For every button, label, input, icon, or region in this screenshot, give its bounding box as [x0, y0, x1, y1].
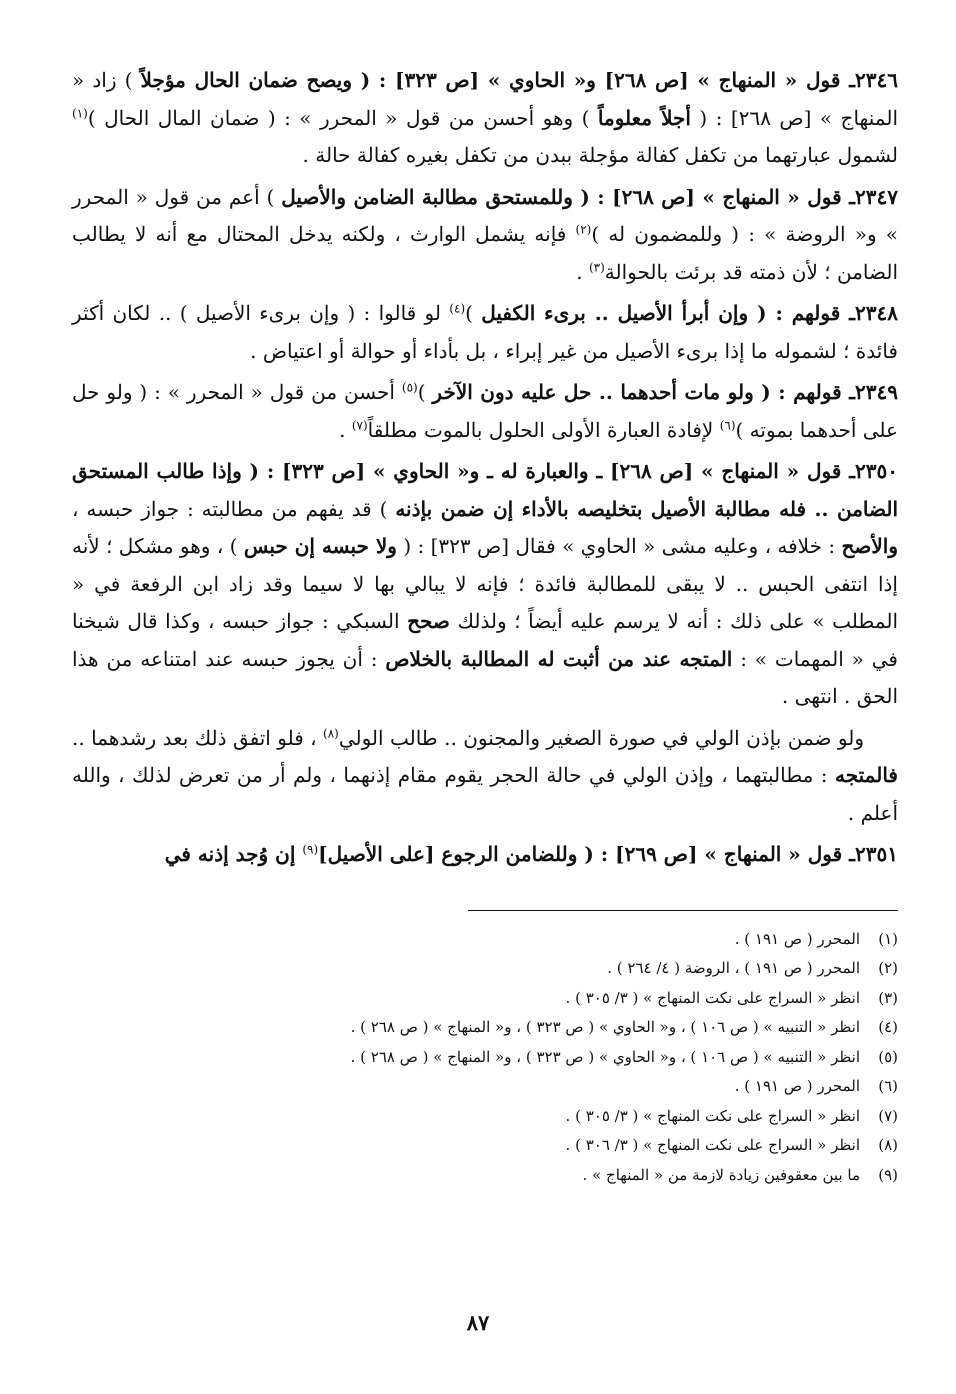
footnote-text: انظر « السراج على نكت المنهاج » ( ٣/ ٣٠٦ ) . — [565, 1136, 860, 1154]
footnote-text: انظر « السراج على نكت المنهاج » ( ٣/ ٣٠٥ ) . — [565, 988, 860, 1007]
footnote-text: ما بين معقوفين زيادة لازمة من « المنهاج » . — [582, 1165, 860, 1184]
paragraph-2351 — [72, 836, 898, 874]
page-number: ٨٧ — [466, 1310, 490, 1335]
footnote-item — [72, 984, 898, 1014]
footnote-text: المحرر ( ص ١٩١ ) ، الروضة ( ٤/ ٢٦٤ ) . — [607, 959, 860, 977]
paragraph-2348 — [72, 295, 898, 370]
quoted-text: وإذا طالب المستحق الضامن .. فله مطالبة الأصيل بتخليصه بالأداء إن ضمن بإذنه — [72, 459, 898, 521]
footnote-number: (٣) — [878, 988, 898, 1007]
footnote-number: (١) — [878, 929, 898, 948]
main-text — [72, 62, 898, 874]
footnote-number: (٥) — [878, 1047, 898, 1066]
footnote-ref: (٣) — [588, 259, 605, 274]
quoted-text: إن وُجد إذنه في — [164, 842, 303, 866]
footnote-ref: (١) — [72, 105, 88, 120]
footnote-number: (٧) — [878, 1106, 898, 1125]
commentary-text: لإفادة العبارة الأولى الحلول بالموت مطلقاً — [367, 417, 720, 442]
paragraph-2346 — [72, 62, 898, 175]
commentary-text: : مطالبتهما ، وإذن الولي في حالة الحجر يقوم مقام إذنهما ، ولم أر من تعرض لذلك ، والله أعلم . — [72, 763, 898, 825]
commentary-text: فإنه يشمل الوارث ، ولكنه يدخل المحتال مع أنه لا يطالب الضامن ؛ لأن ذمته قد برئت بالحوالة — [72, 222, 898, 284]
footnote-item — [72, 1072, 898, 1102]
commentary-text: ، فلو اتفق ذلك بعد رشدهما .. — [72, 725, 323, 750]
footnote-number: (٨) — [878, 1136, 898, 1154]
footnote-ref: (٩) — [302, 842, 319, 857]
paragraph-2349 — [72, 374, 898, 449]
footnote-item — [72, 1161, 898, 1191]
footnote-separator — [468, 910, 898, 911]
issue-heading: ٢٣٤٧ـ قول « المنهاج » [ص ٢٦٨] : ( — [572, 184, 898, 209]
quoted-text: ولو مات أحدهما .. حل عليه دون الآخر — [432, 380, 754, 404]
quoted-text: وإن أبرأ الأصيل .. برىء الكفيل — [481, 301, 749, 325]
footnote-number: (٤) — [878, 1018, 898, 1036]
footnote-item — [72, 925, 898, 955]
commentary-text: ) زاد « المنهاج » [ص ٢٦٨] : ( — [72, 68, 899, 130]
commentary-text: . — [576, 259, 589, 284]
quoted-text: ولا حبسه إن حبس — [243, 534, 397, 558]
commentary-text: ) — [465, 301, 482, 325]
commentary-text: : أن يجوز حبسه عند امتناعه من هذا الحق . انتهى . — [72, 646, 898, 708]
footnote-item — [72, 1131, 898, 1161]
footnote-item — [72, 1013, 898, 1043]
quoted-text: صحح — [407, 609, 450, 633]
commentary-text: ) أعم من قول « المحرر » و« الروضة » : ( وللمضمون له ) — [72, 184, 899, 246]
quoted-text: ويصح ضمان الحال مؤجلاً — [140, 68, 353, 92]
commentary-text: لو قالوا : ( وإن برىء الأصيل ) .. لكان أكثر فائدة ؛ لشموله ما إذا برىء الأصيل من غير إبراء ، بل بأداء أو حوالة أو اعتياض . — [72, 301, 898, 363]
footnote-ref: (٥) — [401, 380, 418, 395]
paragraph-2347 — [72, 179, 898, 292]
commentary-text: ولو ضمن بإذن الولي في صورة الصغير والمجنون .. طالب الولي — [338, 725, 864, 750]
footnote-ref: (٤) — [449, 301, 466, 316]
commentary-text: لشمول عبارتهما من تكفل كفالة مؤجلة ببدن من تكفل بغيره كفالة حالة . — [302, 143, 898, 167]
issue-heading: ٢٣٥١ـ قول « المنهاج » [ص ٢٦٩] : ( — [577, 842, 898, 866]
commentary-text: ) — [417, 380, 433, 404]
commentary-text: ) قد يفهم من مطالبته : جواز حبسه ، — [72, 496, 396, 521]
footnote-text: انظر « التنبيه » ( ص ١٠٦ ) ، و« الحاوي » ( ص ٣٢٣ ) ، و« المنهاج » ( ص ٢٦٨ ) . — [350, 1047, 860, 1066]
footnote-ref: (٧) — [351, 417, 368, 432]
paragraph-2350-cont — [72, 720, 898, 833]
commentary-text: ) وهو أحسن من قول « المحرر » : ( ضمان المال الحال ) — [87, 105, 598, 130]
footnote-item — [72, 1102, 898, 1132]
footnote-ref: (٨) — [323, 725, 339, 740]
footnote-number: (٩) — [878, 1165, 898, 1184]
issue-heading: ٢٣٤٩ـ قولهم : ( — [753, 380, 898, 404]
footnote-number: (٢) — [878, 959, 898, 977]
issue-heading: ٢٣٤٦ـ قول « المنهاج » [ص ٢٦٨] و« الحاوي » [ص ٣٢٣] : ( — [352, 68, 899, 92]
footnotes — [72, 925, 898, 1191]
commentary-text: أحسن من قول « المحرر » : ( ولو حل على أحدهما بموته ) — [72, 380, 898, 442]
footnote-text: المحرر ( ص ١٩١ ) . — [734, 929, 860, 948]
commentary-text: السبكي : جواز حبسه ، وكذا قال شيخنا في « المهمات » : — [72, 609, 898, 671]
quoted-text: المتجه عند من أثبت له المطالبة بالخلاص — [385, 646, 733, 671]
footnote-text: انظر « السراج على نكت المنهاج » ( ٣/ ٣٠٥ ) . — [565, 1106, 860, 1125]
paragraph-2350 — [72, 453, 898, 716]
issue-heading: ٢٣٥٠ـ قول « المنهاج » [ص ٢٦٨] ـ والعبارة له ـ و« الحاوي » [ص ٣٢٣] : ( — [241, 459, 899, 483]
quoted-text: والأصح — [841, 534, 898, 558]
quoted-text: وللمستحق مطالبة الضامن والأصيل — [281, 184, 573, 209]
footnote-ref: (٦) — [719, 417, 736, 432]
issue-heading: ٢٣٤٨ـ قولهم : ( — [748, 301, 899, 325]
footnote-number: (٦) — [878, 1077, 898, 1095]
quoted-text: وللضامن الرجوع [على الأصيل] — [318, 842, 578, 866]
footnote-text: المحرر ( ص ١٩١ ) . — [734, 1077, 860, 1095]
footnote-item — [72, 1043, 898, 1073]
quoted-text: أجلاً معلوماً — [597, 105, 691, 130]
footnote-text: انظر « التنبيه » ( ص ١٠٦ ) ، و« الحاوي » ( ص ٣٢٣ ) ، و« المنهاج » ( ص ٢٦٨ ) . — [350, 1018, 860, 1036]
commentary-text: . — [339, 417, 352, 442]
quoted-text: فالمتجه — [835, 763, 898, 787]
footnote-item — [72, 954, 898, 984]
commentary-text: : خلافه ، وعليه مشى « الحاوي » فقال [ص ٣٢٣] : ( — [396, 534, 842, 558]
footnote-ref: (٢) — [575, 222, 592, 237]
commentary-text: ) ، وهو مشكل ؛ لأنه إذا انتفى الحبس .. لا يبقى للمطالبة فائدة ؛ فإنه لا يبالي بها لا سيما وقد زاد ابن الرفعة في « المطلب » على ذلك : أنه لا يرسم عليه أيضاً ؛ ولذلك — [72, 534, 899, 633]
